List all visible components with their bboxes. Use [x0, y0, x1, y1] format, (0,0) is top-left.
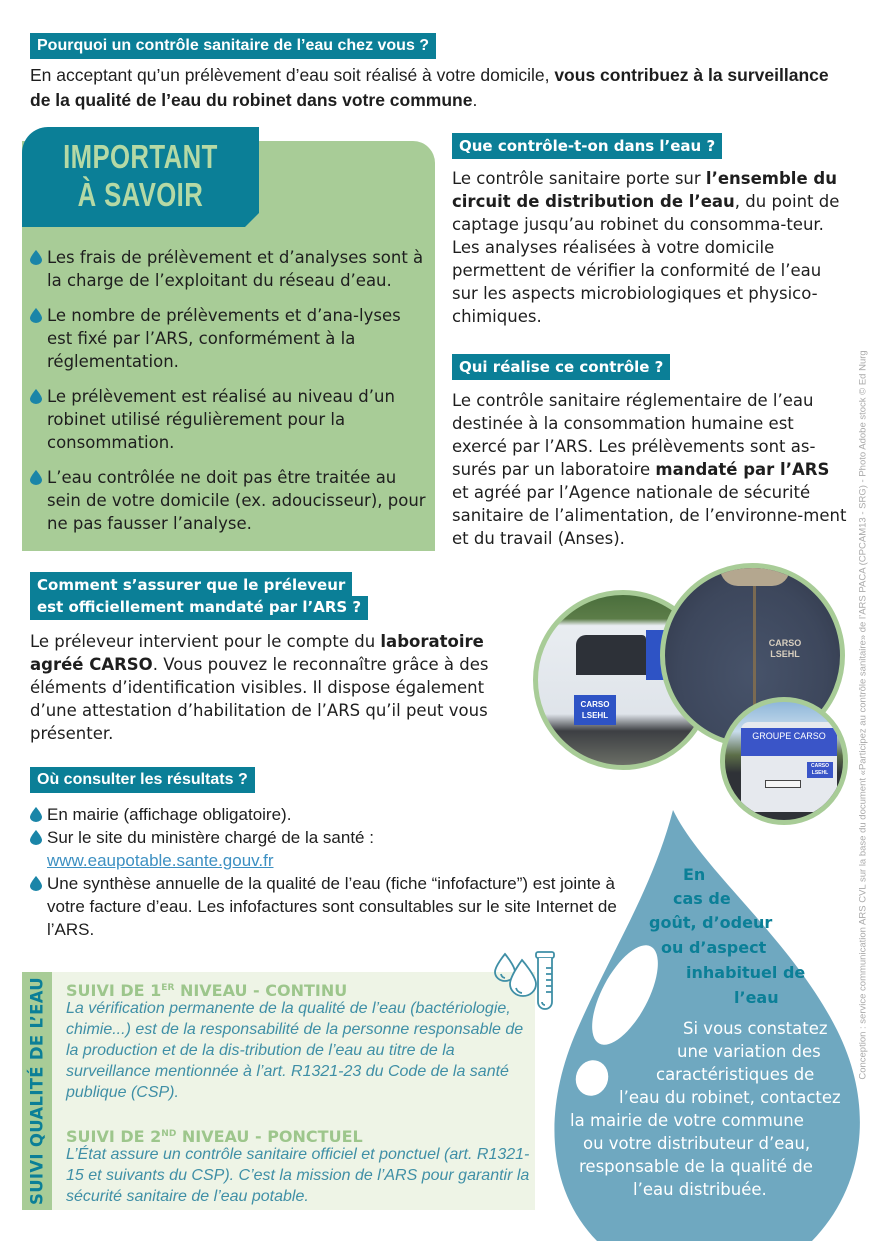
list-item: [30, 385, 430, 454]
resultats-item-text: Une synthèse annuelle de la qualité de l’eau (fiche “infofacture”) est jointe à votre facture d’eau. Les infofactures sont consultables sur le site Internet de l’ARS.: [47, 874, 617, 939]
drop-heading-line: inhabituel de: [686, 963, 806, 982]
suivi-level1-sup: ER: [161, 983, 175, 993]
van-carso-logo: [574, 695, 616, 725]
drop-body-line: responsable de la qualité de: [579, 1157, 813, 1176]
suivi-side-label: [22, 972, 52, 1210]
drop-body-line: l’eau distribuée.: [633, 1180, 767, 1199]
van-rear-title: GROUPE CARSO: [752, 731, 826, 741]
section-header-controle: Que contrôle-t-on dans l’eau ?: [452, 133, 722, 159]
water-drop-icon: [30, 250, 42, 265]
section-header-resultats: Où consulter les résultats ?: [30, 767, 255, 793]
preleveur-text: Le préleveur intervient pour le compte du: [30, 632, 381, 651]
jacket-carso-logo: [765, 638, 805, 660]
list-item: [30, 304, 430, 373]
drop-body-line: caractéristiques de: [656, 1065, 815, 1084]
photo-van-rear: [720, 697, 848, 825]
list-item: [30, 466, 430, 535]
drop-heading-line: En: [683, 865, 706, 884]
van-rear-carso-logo: [807, 762, 833, 778]
qui-text: Le contrôle sanitaire réglementaire de l’eau destinée à la consommation humaine est exercé par l’ARS. Les prélèvements sont as-surés par un laboratoire: [452, 391, 816, 479]
license-plate: [765, 780, 801, 788]
qui-text-end: et agréé par l’Agence nationale de sécurité sanitaire de l’alimentation, de l’environne-ment et du travail (Anses).: [452, 483, 847, 548]
preleveur-paragraph: [30, 630, 530, 745]
logo-line: CARSO: [580, 700, 610, 709]
water-drop-icon: [30, 470, 42, 485]
important-title: [48, 138, 233, 214]
list-item: [30, 872, 640, 941]
important-title-line2: À SAVOIR: [77, 176, 204, 213]
section-header-pourquoi: Pourquoi un contrôle sanitaire de l’eau chez vous ?: [30, 33, 436, 59]
credit-vertical: [856, 350, 870, 1080]
section-header-qui: Qui réalise ce contrôle ?: [452, 354, 670, 380]
logo-line: CARSO: [768, 638, 802, 648]
controle-text: Le contrôle sanitaire porte sur: [452, 169, 706, 188]
resultats-item-text: En mairie (affichage obligatoire).: [47, 805, 292, 824]
logo-line: LSEHL: [770, 649, 800, 659]
drop-heading-line: ou d’aspect: [661, 938, 767, 957]
important-item-text: Les frais de prélèvement et d’analyses sont à la charge de l’exploitant du réseau d’eau.: [47, 248, 424, 290]
drop-body-line: l’eau du robinet, contactez: [619, 1088, 841, 1107]
jacket-collar: [720, 568, 790, 586]
water-drop-icon: [30, 876, 42, 891]
section-header-preleveur-line2: est officiellement mandaté par l’ARS ?: [30, 596, 368, 620]
intro-text: En acceptant qu’un prélèvement d’eau soit réalisé à votre domicile,: [30, 65, 555, 85]
suivi-level1-prefix: SUIVI DE 1: [66, 981, 162, 1000]
drop-body-line: une variation des: [677, 1042, 821, 1061]
resultats-list: [30, 803, 640, 941]
credit-text: Conception : service communication ARS CVL sur la base du document «Participez au contrôle sanitaire» de l’ARS PACA (CPCAM13 - SRG) - Photo Adobe stock © Ed Nurg: [857, 350, 869, 1080]
controle-paragraph: [452, 167, 847, 328]
drop-body-line: ou votre distributeur d’eau,: [583, 1134, 811, 1153]
water-drop-icon: [30, 308, 42, 323]
van-window: [576, 635, 646, 675]
important-item-text: Le prélèvement est réalisé au niveau d’un robinet utilisé régulièrement pour la consommation.: [47, 387, 395, 452]
suivi-level2-suffix: NIVEAU - PONCTUEL: [176, 1127, 363, 1146]
logo-line: LSEHL: [811, 770, 829, 776]
controle-bold: l’ensemble du circuit de distribution de l’eau: [452, 169, 837, 211]
suivi-level1-text: La vérification permanente de la qualité de l’eau (bactériologie, chimie...) est de la responsabilité de la personne responsable de la production et de la dis-tribution de l’eau au titre de la surveillance mentionnée à l’art. R1321-23 du Code de la santé publique (CSP).: [66, 1000, 524, 1101]
drop-body-line: la mairie de votre commune: [570, 1111, 804, 1130]
water-drop-icon: [30, 389, 42, 404]
section-header-preleveur-line1: Comment s’assurer que le préleveur: [30, 572, 352, 596]
intro-text-end: .: [472, 90, 478, 110]
drop-heading-line: cas de: [673, 889, 731, 908]
controle-text-end: , du point de captage jusqu’au robinet du consomma-teur. Les analyses réalisées à votre domicile permettent de vérifier la conformité de l’eau sur les aspects microbiologiques et physico-chimiques.: [452, 192, 840, 326]
suivi-level2-sup: ND: [161, 1129, 177, 1139]
suivi-level2-text: L’État assure un contrôle sanitaire officiel et ponctuel (art. R1321-15 et suivants du CSP). C’est la mission de l’ARS pour garantir la sécurité sanitaire de l’eau potable.: [66, 1146, 530, 1205]
suivi-level2-prefix: SUIVI DE 2: [66, 1127, 162, 1146]
eaupotable-link[interactable]: www.eaupotable.sante.gouv.fr: [47, 851, 274, 870]
water-drop-icon: [30, 830, 42, 845]
important-title-line1: IMPORTANT: [63, 138, 218, 175]
drop-heading-line: goût, d’odeur: [649, 913, 773, 932]
drop-heading-line: l’eau: [734, 988, 779, 1007]
logo-line: CARSO: [810, 763, 830, 769]
qui-paragraph: [452, 389, 847, 550]
intro-paragraph: [30, 63, 840, 113]
suivi-side-text: SUIVI QUALITÉ DE L’EAU: [27, 977, 47, 1205]
important-list: [30, 246, 430, 547]
resultats-item-text: Sur le site du ministère chargé de la santé :: [47, 828, 374, 847]
preleveur-bold: laboratoire agréé CARSO: [30, 632, 484, 674]
list-item: [30, 826, 640, 872]
list-item: [30, 246, 430, 292]
logo-line: LSEHL: [581, 711, 609, 720]
drop-body-line: Si vous constatez: [683, 1019, 828, 1038]
preleveur-text-end: . Vous pouvez le reconnaître grâce à des éléments d’identification visibles. Il dispose également d’une attestation d’habilitation de l’ARS qu’il peut vous présenter.: [30, 655, 489, 743]
intro-bold: vous contribuez à la surveillance de la qualité de l’eau du robinet dans votre commune: [30, 65, 829, 110]
important-item-text: Le nombre de prélèvements et d’ana-lyses est fixé par l’ARS, conformément à la réglementation.: [47, 306, 401, 371]
qui-bold: mandaté par l’ARS: [655, 460, 830, 479]
important-item-text: L’eau contrôlée ne doit pas être traitée au sein de votre domicile (ex. adoucisseur), pour ne pas fausser l’analyse.: [47, 468, 426, 533]
suivi-level1-suffix: NIVEAU - CONTINU: [174, 981, 348, 1000]
list-item: [30, 803, 640, 826]
water-drop-icon: [30, 807, 42, 822]
